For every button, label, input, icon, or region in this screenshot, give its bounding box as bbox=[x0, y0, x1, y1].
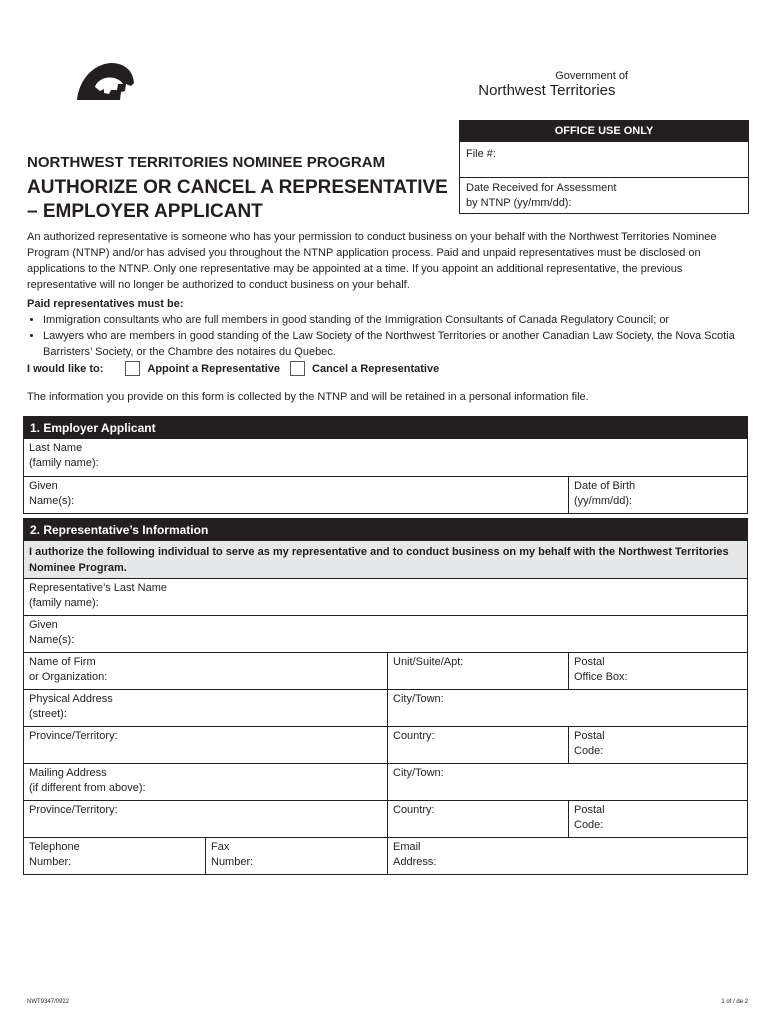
mailing-address-field[interactable] bbox=[24, 764, 387, 800]
firm-label: Name of Firm bbox=[29, 656, 96, 668]
last-name-label: Last Name bbox=[29, 442, 83, 454]
phys-label: Physical Address bbox=[29, 693, 113, 705]
form-title-line-2: – EMPLOYER APPLICANT bbox=[27, 201, 263, 222]
dob-label: Date of Birth bbox=[574, 480, 636, 492]
firm-sublabel: or Organization: bbox=[29, 671, 108, 683]
given-sublabel: Name(s): bbox=[29, 495, 75, 507]
section-2-title: 2. Representative’s Information bbox=[24, 519, 747, 541]
fax-field[interactable] bbox=[205, 838, 387, 874]
pobox-label: Postal bbox=[574, 656, 605, 668]
province-label: Province/Territory: bbox=[29, 730, 118, 742]
mail-label: Mailing Address bbox=[29, 767, 107, 779]
appoint-checkbox[interactable] bbox=[125, 361, 140, 376]
appoint-label: Appoint a Representative bbox=[147, 362, 281, 375]
mailing-city-field[interactable] bbox=[387, 764, 747, 800]
postal-sublabel: Code: bbox=[574, 745, 604, 757]
mailing-province-field[interactable] bbox=[24, 801, 387, 837]
form-number: NWT9347/0922 bbox=[27, 999, 70, 1005]
employer-dob-field[interactable] bbox=[568, 477, 747, 513]
fax-sublabel: Number: bbox=[211, 856, 254, 868]
country-label: Country: bbox=[393, 730, 435, 742]
privacy-notice: The information you provide on this form is collected by the NTNP and will be retained in a personal information file. bbox=[27, 391, 589, 403]
action-choice bbox=[27, 361, 439, 376]
given-label: Given bbox=[29, 480, 58, 492]
gov-label: Government of bbox=[555, 70, 628, 82]
mail-city-label: City/Town: bbox=[393, 767, 444, 779]
office-use-box bbox=[459, 120, 749, 214]
postal-label: Postal bbox=[574, 730, 605, 742]
office-use-title: OFFICE USE ONLY bbox=[460, 121, 748, 142]
employer-given-names-field[interactable] bbox=[24, 477, 568, 513]
gov-name: Northwest Territories bbox=[478, 82, 616, 99]
po-box-field[interactable] bbox=[568, 653, 747, 689]
intro-paragraph: An authorized representative is someone who has your permission to conduct business on your behalf with the Northwest Territories Nominee Program (NTNP) and/or has advised you throughout the NTNP application process. Paid and unpaid representatives must be disclosed on applications to the NTNP. Only one representative may be appointed at a time. If you appoint an additional representative, the previous representative will no longer be authorized to conduct business on your behalf. bbox=[27, 231, 717, 291]
physical-postal-code-field[interactable] bbox=[568, 727, 747, 763]
paid-representatives-section bbox=[27, 296, 747, 360]
polar-bear-logo bbox=[73, 54, 137, 104]
rep-last-name-field[interactable] bbox=[24, 579, 747, 615]
date-received-label-2: by NTNP (yy/mm/dd): bbox=[466, 197, 572, 209]
date-received-label-1: Date Received for Assessment bbox=[466, 182, 617, 194]
form-title-line-1: AUTHORIZE OR CANCEL A REPRESENTATIVE bbox=[27, 177, 448, 198]
paid-label: Paid representatives must be: bbox=[27, 298, 184, 310]
city-label: City/Town: bbox=[393, 693, 444, 705]
physical-country-field[interactable] bbox=[387, 727, 568, 763]
file-number-label: File #: bbox=[466, 148, 496, 160]
mailing-postal-code-field[interactable] bbox=[568, 801, 747, 837]
pobox-sublabel: Office Box: bbox=[574, 671, 628, 683]
email-label: Email bbox=[393, 841, 421, 853]
last-name-sublabel: (family name): bbox=[29, 457, 99, 469]
rep-given-names-field[interactable] bbox=[24, 616, 747, 652]
mail-sublabel: (if different from above): bbox=[29, 782, 146, 794]
file-number-field[interactable] bbox=[460, 142, 748, 178]
email-sublabel: Address: bbox=[393, 856, 437, 868]
email-field[interactable] bbox=[387, 838, 747, 874]
mail-province-label: Province/Territory: bbox=[29, 804, 118, 816]
rep-given-label: Given bbox=[29, 619, 58, 631]
tel-sublabel: Number: bbox=[29, 856, 72, 868]
dob-sublabel: (yy/mm/dd): bbox=[574, 495, 633, 507]
representative-section bbox=[23, 518, 748, 875]
cancel-label: Cancel a Representative bbox=[312, 362, 440, 375]
unit-label: Unit/Suite/Apt: bbox=[393, 656, 464, 668]
mail-country-label: Country: bbox=[393, 804, 435, 816]
unit-field[interactable] bbox=[387, 653, 568, 689]
rep-last-label: Representative’s Last Name bbox=[29, 582, 167, 594]
rep-given-sublabel: Name(s): bbox=[29, 634, 75, 646]
action-label: I would like to: bbox=[27, 362, 104, 375]
physical-city-field[interactable] bbox=[387, 690, 747, 726]
paid-bullet-2: • Lawyers who are members in good standing of the Law Society of the Northwest Territories or another Canadian Law Society, the Nova Scotia Barristers’ Society, or the Chambre des notaires du Quebec. bbox=[43, 328, 747, 360]
paid-bullet-1: • Immigration consultants who are full members in good standing of the Immigration Consultants of Canada Regulatory Council; or bbox=[43, 312, 747, 328]
tel-label: Telephone bbox=[29, 841, 80, 853]
firm-name-field[interactable] bbox=[24, 653, 387, 689]
mail-postal-label: Postal bbox=[574, 804, 605, 816]
program-name: NORTHWEST TERRITORIES NOMINEE PROGRAM bbox=[27, 154, 386, 171]
authorization-statement: I authorize the following individual to serve as my representative and to conduct business on my behalf with the Northwest Territories Nominee Program. bbox=[24, 541, 747, 578]
date-received-field[interactable] bbox=[460, 178, 748, 213]
telephone-field[interactable] bbox=[24, 838, 205, 874]
rep-last-sublabel: (family name): bbox=[29, 597, 99, 609]
physical-address-field[interactable] bbox=[24, 690, 387, 726]
cancel-checkbox[interactable] bbox=[290, 361, 305, 376]
employer-applicant-section bbox=[23, 416, 748, 514]
fax-label: Fax bbox=[211, 841, 230, 853]
physical-province-field[interactable] bbox=[24, 727, 387, 763]
form-title bbox=[27, 176, 448, 224]
employer-last-name-field[interactable] bbox=[24, 439, 747, 476]
page-number: 1 of / de 2 bbox=[721, 999, 748, 1005]
government-wordmark bbox=[478, 70, 628, 99]
mail-postal-sublabel: Code: bbox=[574, 819, 604, 831]
section-1-title: 1. Employer Applicant bbox=[24, 417, 747, 439]
phys-sublabel: (street): bbox=[29, 708, 67, 720]
mailing-country-field[interactable] bbox=[387, 801, 568, 837]
